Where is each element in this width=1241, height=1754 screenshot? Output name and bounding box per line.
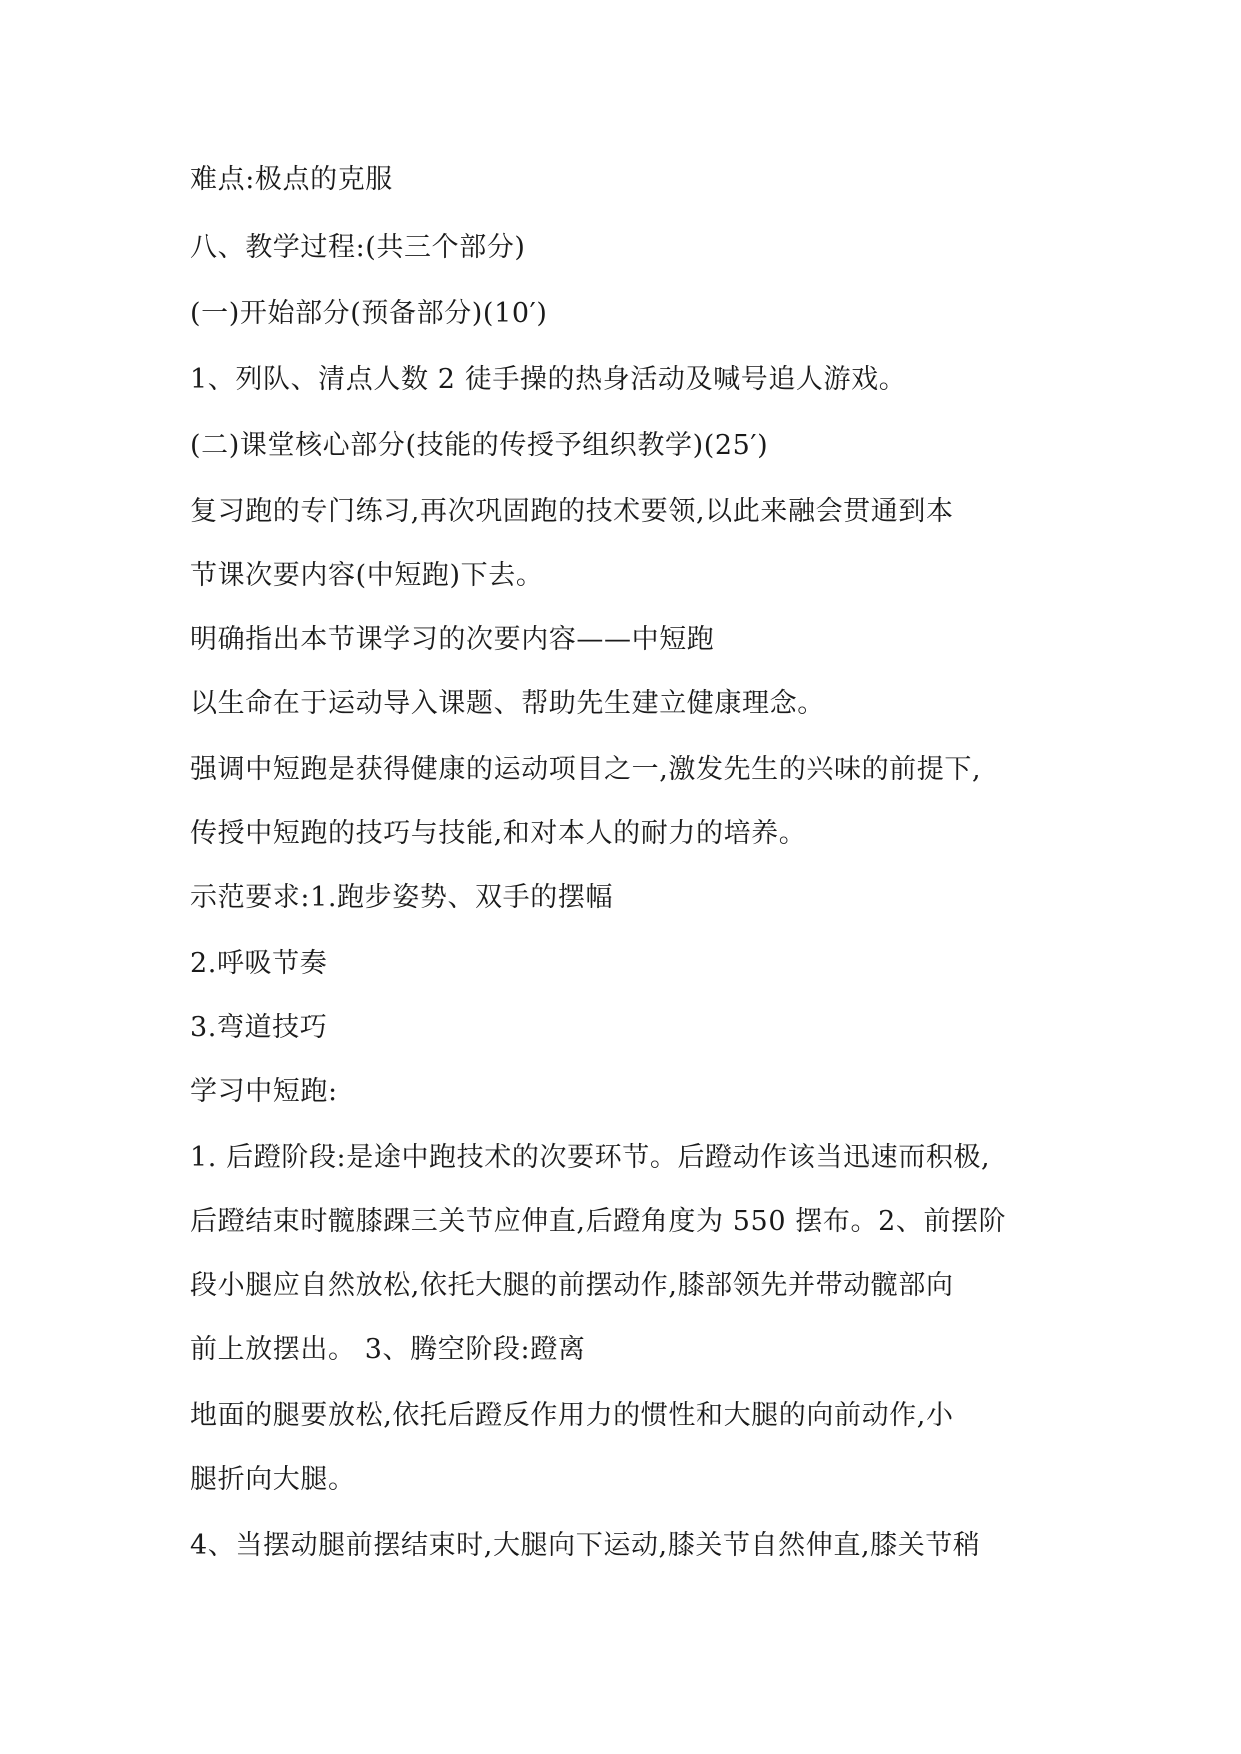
text-line: 八、教学过程:(共三个部分) — [190, 232, 526, 263]
text-line: 3.弯道技巧 — [190, 1012, 328, 1043]
text-line: (二)课堂核心部分(技能的传授予组织教学)(25′) — [190, 430, 769, 461]
text-line: 后蹬结束时髋膝踝三关节应伸直,后蹬角度为 550 摆布。2、前摆阶 — [190, 1206, 1007, 1237]
text-line: 学习中短跑: — [190, 1076, 338, 1107]
text-line: 1、列队、清点人数 2 徒手操的热身活动及喊号追人游戏。 — [190, 364, 907, 395]
text-line: 以生命在于运动导入课题、帮助先生建立健康理念。 — [190, 688, 825, 719]
text-line: 地面的腿要放松,依托后蹬反作用力的惯性和大腿的向前动作,小 — [190, 1400, 954, 1431]
text-line: 前上放摆出。 3、腾空阶段:蹬离 — [190, 1334, 586, 1365]
text-line: 示范要求:1.跑步姿势、双手的摆幅 — [190, 882, 614, 913]
text-line: 2.呼吸节奏 — [190, 948, 328, 979]
text-line: 节课次要内容(中短跑)下去。 — [190, 560, 544, 591]
text-line: 1. 后蹬阶段:是途中跑技术的次要环节。后蹬动作该当迅速而积极, — [190, 1142, 991, 1173]
text-line: (一)开始部分(预备部分)(10′) — [190, 298, 548, 329]
text-line: 腿折向大腿。 — [190, 1464, 356, 1495]
text-line: 段小腿应自然放松,依托大腿的前摆动作,膝部领先并带动髋部向 — [190, 1270, 954, 1301]
text-line: 复习跑的专门练习,再次巩固跑的技术要领,以此来融会贯通到本 — [190, 496, 954, 527]
text-line: 难点:极点的克服 — [190, 164, 393, 195]
text-line: 4、当摆动腿前摆结束时,大腿向下运动,膝关节自然伸直,膝关节稍 — [190, 1530, 981, 1561]
text-line: 明确指出本节课学习的次要内容——中短跑 — [190, 624, 715, 655]
text-line: 传授中短跑的技巧与技能,和对本人的耐力的培养。 — [190, 818, 807, 849]
text-line: 强调中短跑是获得健康的运动项目之一,激发先生的兴味的前提下, — [190, 754, 982, 785]
